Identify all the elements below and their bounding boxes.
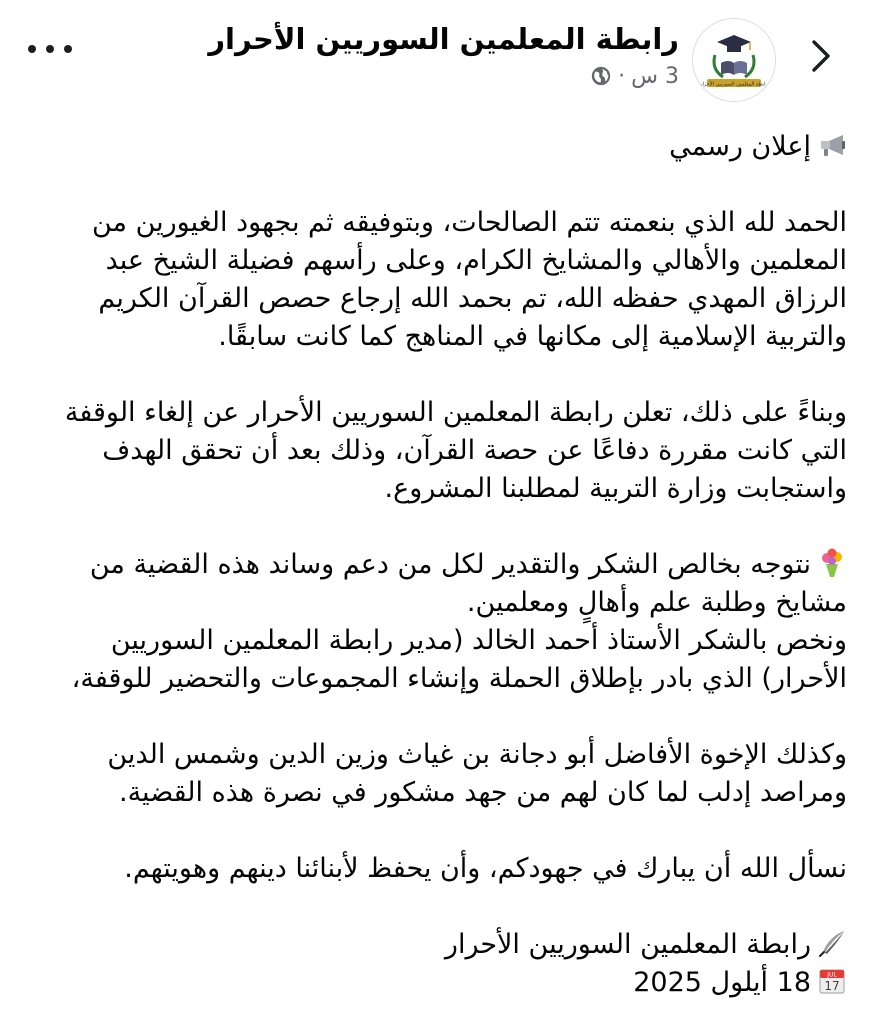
text-line: الأحرار) الذي بادر بإطلاق الحملة وإنشاء المجموعات والتحضير للوقفة، <box>71 663 847 694</box>
spacer <box>17 356 847 394</box>
thanks-line-text: نتوجه بخالص الشكر والتقدير لكل من دعم وساند هذه القضية من <box>89 549 811 580</box>
spacer <box>17 508 847 546</box>
paragraph-thanks <box>17 546 847 698</box>
paragraph-cancellation <box>17 394 847 508</box>
text-line <box>17 546 847 584</box>
text-line: مشايخ وطلبة علم وأهالٍ ومعلمين. <box>466 587 847 618</box>
text-line: الرزاق المهدي حفظه الله، تم بحمد الله إرجاع حصص القرآن الكريم <box>98 283 847 314</box>
megaphone-icon <box>817 130 847 160</box>
post-date: 18 أيلول 2025 <box>633 967 811 998</box>
spacer <box>17 888 847 926</box>
text-line: نسأل الله أن يبارك في جهودكم، وأن يحفظ لأبنائنا دينهم وهويتهم. <box>124 853 847 884</box>
dot <box>64 45 72 53</box>
signature-text: رابطة المعلمين السوريين الأحرار <box>444 929 811 960</box>
globe-icon <box>590 65 612 87</box>
post-title-line <box>17 128 847 166</box>
spacer <box>17 812 847 850</box>
bouquet-icon <box>817 548 847 578</box>
post-text <box>17 128 847 1002</box>
text-line: واستجابت وزارة التربية لمطلبنا المشروع. <box>384 473 847 504</box>
text-line: التي كانت مقررة دفاعًا عن حصة القرآن، وذلك بعد أن تحقق الهدف <box>102 435 847 466</box>
spacer <box>17 698 847 736</box>
post-meta <box>590 62 679 90</box>
text-line: وبناءً على ذلك، تعلن رابطة المعلمين السوريين الأحرار عن إلغاء الوقفة <box>64 397 847 428</box>
signature-block <box>17 926 847 1002</box>
text-line: وكذلك الإخوة الأفاضل أبو دجانة بن غياث وزين الدين وشمس الدين <box>107 739 847 770</box>
post-header <box>0 0 869 110</box>
quill-pen-icon <box>817 928 847 958</box>
dot <box>28 45 36 53</box>
calendar-day: 17 <box>824 979 840 993</box>
chevron-right-icon[interactable] <box>803 36 839 76</box>
text-line: ونخص بالشكر الأستاذ أحمد الخالد (مدير رابطة المعلمين السوريين <box>110 625 847 656</box>
signature-line <box>17 926 847 964</box>
text-line: الحمد لله الذي بنعمته تتم الصالحات، وبتوفيقه ثم بجهود الغيورين من <box>91 207 847 238</box>
text-line: المعلمين والأهالي والمشايخ الكرام، وعلى رأسهم فضيلة الشيخ عبد <box>105 245 847 276</box>
text-line: ومراصد إدلب لما كان لهم من جهد مشكور في نصرة هذه القضية. <box>119 777 847 808</box>
paragraph-prayer <box>17 850 847 888</box>
meta-separator: · <box>618 63 626 89</box>
avatar-caption: رابطة المعلمين السوريين الأحرار <box>700 81 768 88</box>
more-options-button[interactable] <box>28 34 72 64</box>
spacer <box>17 166 847 204</box>
dot <box>46 45 54 53</box>
calendar-icon <box>817 966 847 996</box>
post-time[interactable]: 3 س <box>631 63 679 89</box>
page-name-link[interactable]: رابطة المعلمين السوريين الأحرار <box>208 22 679 56</box>
paragraph-brothers <box>17 736 847 812</box>
paragraph-intro <box>17 204 847 356</box>
post-title: إعلان رسمي <box>669 131 811 162</box>
text-line: والتربية الإسلامية إلى مكانها في المناهج كما كانت سابقًا. <box>218 321 847 352</box>
teachers-league-logo <box>693 19 775 101</box>
date-line <box>17 964 847 1002</box>
calendar-month: JUL <box>827 971 837 979</box>
page-avatar[interactable] <box>692 18 776 102</box>
